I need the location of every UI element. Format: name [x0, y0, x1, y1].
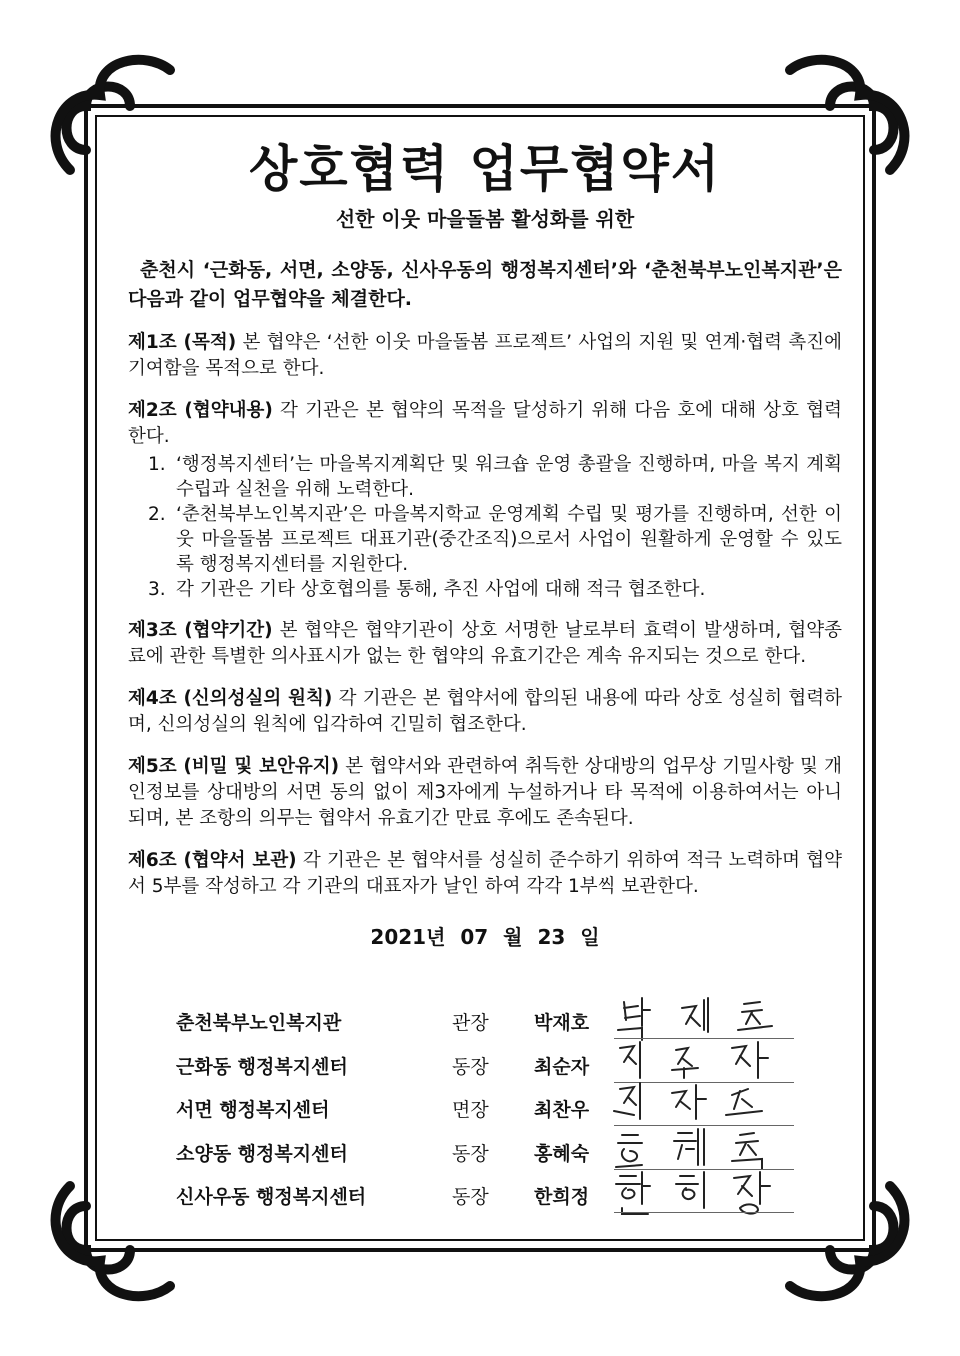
item-number: 1.: [148, 454, 166, 475]
article-heading: 제6조 (협약서 보관): [128, 850, 297, 871]
signatory-name: 최순자: [534, 1055, 590, 1078]
signatory-name: 한희정: [534, 1186, 590, 1208]
article-heading: 제1조 (목적): [128, 332, 237, 353]
signatory-organization: 춘천북부노인복지관: [176, 1012, 342, 1034]
article-1: [128, 330, 842, 382]
list-item: [128, 577, 842, 602]
article-heading: 제3조 (협약기간): [128, 620, 273, 641]
article-text: 본 협약은 ‘선한 이웃 마을돌봄 프로젝트’ 사업의 지원 및 연계·협력 촉진에 기여함을 목적으로 한다.: [128, 332, 842, 379]
item-text: ‘행정복지센터’는 마을복지계획단 및 워크숍 운영 총괄을 진행하며, 마을 복지 계획수립과 실천을 위해 노력한다.: [176, 454, 842, 500]
signatory-row: [176, 1174, 796, 1218]
signatory-name: 최찬우: [534, 1099, 590, 1121]
signatory-name: 박재호: [534, 1012, 590, 1034]
signatory-organization: 서면 행정복지센터: [176, 1099, 330, 1121]
article-2: [128, 398, 842, 602]
article-heading: 제2조 (협약내용): [128, 400, 273, 421]
list-item: [128, 502, 842, 577]
article-text: 각 기관은 본 협약의 목적을 달성하기 위해 다음 호에 대해 상호 협력한다.: [128, 400, 842, 447]
handwritten-signature: [612, 1125, 792, 1173]
article-text: 각 기관은 본 협약서를 성실히 준수하기 위하여 적극 노력하며 협약서 5부를 작성하고 각 기관의 대표자가 날인 하여 각각 1부씩 보관한다.: [128, 850, 843, 897]
intro-paragraph: 춘천시 ‘근화동, 서면, 소양동, 신사우동의 행정복지센터’와 ‘춘천북부노인복지관’은 다음과 같이 업무협약을 체결한다.: [128, 259, 842, 310]
signatory-position: 동장: [452, 1142, 489, 1165]
agreement-date: 2021년 07 월 23 일: [370, 925, 600, 949]
signatory-position: 동장: [452, 1186, 489, 1208]
article-heading: 제5조 (비밀 및 보안유지): [128, 756, 340, 777]
article-6: [128, 848, 842, 900]
item-number: 2.: [148, 504, 166, 525]
document-body: [128, 138, 842, 952]
article-heading: 제4조 (신의성실의 원칙): [128, 688, 333, 709]
signatory-name: 홍혜숙: [534, 1142, 590, 1165]
handwritten-signature: [612, 1081, 792, 1129]
article-text: 각 기관은 본 협약서에 합의된 내용에 따라 상호 성실히 협력하며, 신의성실의 원칙에 입각하여 긴밀히 협조한다.: [128, 688, 842, 735]
signatory-position: 면장: [452, 1099, 489, 1121]
article-text: 본 협약은 협약기관이 상호 서명한 날로부터 효력이 발생하며, 협약종료에 관한 특별한 의사표시가 없는 한 협약의 유효기간은 계속 유지되는 것으로 한다.: [128, 620, 842, 667]
article-5: [128, 754, 842, 832]
handwritten-signature: [612, 1038, 792, 1086]
document-title: 상호협력 업무협약서: [248, 140, 722, 198]
article-4: [128, 686, 842, 738]
handwritten-signature: [612, 994, 792, 1042]
signatory-position: 관장: [452, 1012, 489, 1034]
article-text: 본 협약서와 관련하여 취득한 상대방의 업무상 기밀사항 및 개인정보를 상대방의 서면 동의 없이 제3자에게 누설하거나 타 목적에 이용하여서는 아니 되며, 본 조항의 의무는 협약서 유효기간 만료 후에도 존속된다.: [128, 756, 842, 829]
item-number: 3.: [148, 579, 166, 600]
signatory-organization: 신사우동 행정복지센터: [176, 1186, 367, 1208]
handwritten-signature: [612, 1168, 792, 1216]
document-subtitle: 선한 이웃 마을돌봄 활성화를 위한: [335, 207, 635, 231]
signature-line: [614, 1212, 794, 1213]
signatory-table: [176, 1000, 796, 1218]
list-item: [128, 452, 842, 502]
item-text: 각 기관은 기타 상호협의를 통해, 추진 사업에 대해 적극 협조한다.: [176, 579, 706, 600]
signatory-organization: 근화동 행정복지센터: [176, 1055, 348, 1078]
article-3: [128, 618, 842, 670]
signatory-organization: 소양동 행정복지센터: [176, 1142, 348, 1165]
article-2-items: [128, 452, 842, 602]
signatory-position: 동장: [452, 1055, 489, 1078]
item-text: ‘춘천북부노인복지관’은 마을복지학교 운영계획 수립 및 평가를 진행하며, 선한 이웃 마을돌봄 프로젝트 대표기관(중간조직)으로서 사업이 원활하게 운영할 수 있도록 행정복지센터를 지원한다.: [176, 504, 842, 575]
